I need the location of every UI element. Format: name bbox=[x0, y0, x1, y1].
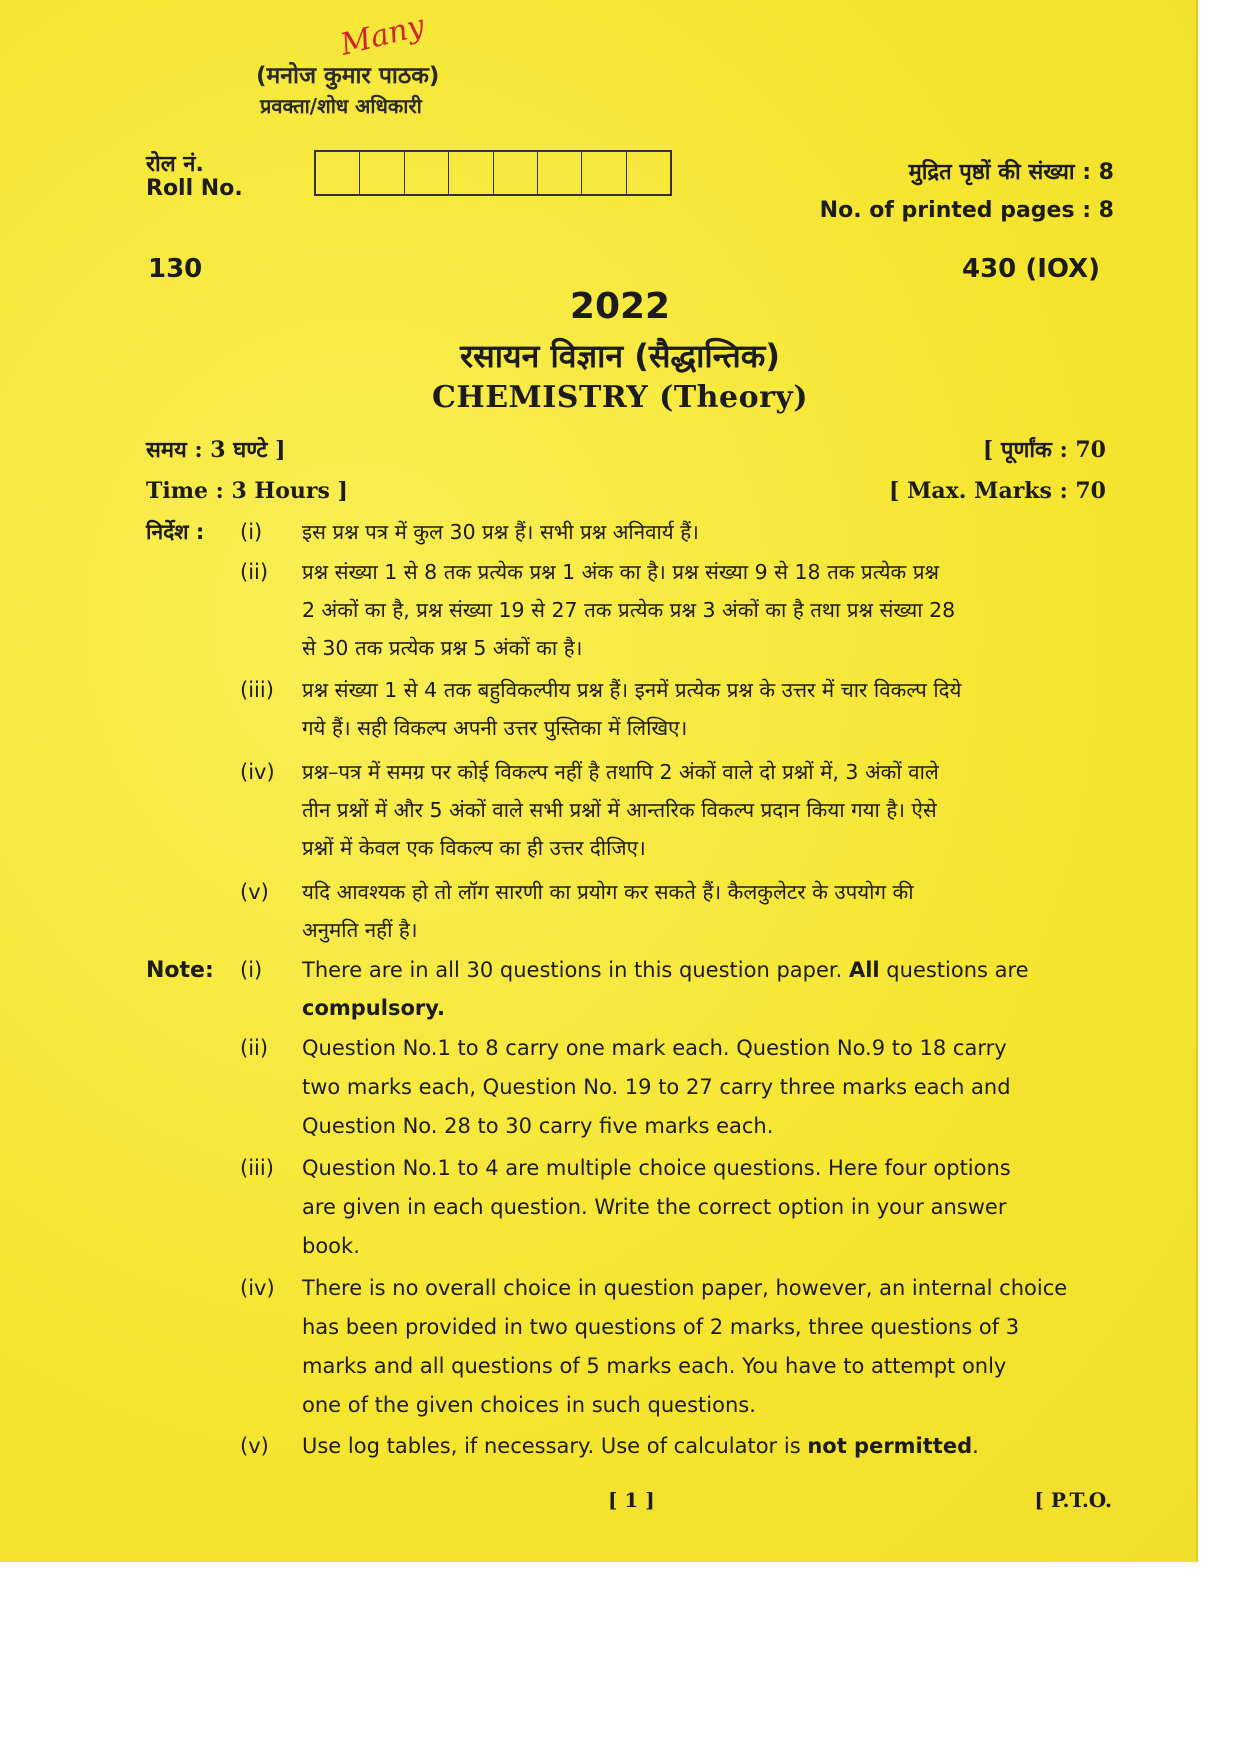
note-en-line: There is no overall choice in question paper, however, an internal choice bbox=[302, 1276, 1068, 1300]
pages-en: No. of printed pages : 8 bbox=[819, 198, 1114, 223]
instr-hi-line: प्रश्न संख्या 1 से 8 तक प्रत्येक प्रश्न 1 अंक का है। प्रश्न संख्या 9 से 18 तक प्रत्येक प्रश्न bbox=[302, 560, 939, 584]
roll-number-boxes[interactable] bbox=[314, 150, 672, 196]
paper-code-left: 130 bbox=[148, 254, 203, 284]
note-en-num: (iv) bbox=[240, 1276, 275, 1300]
instr-hi-num: (ii) bbox=[240, 560, 269, 584]
note-en-line: Question No.1 to 4 are multiple choice questions. Here four options bbox=[302, 1156, 1011, 1180]
roll-box[interactable] bbox=[405, 152, 449, 194]
instr-hi-line: प्रश्नों में केवल एक विकल्प का ही उत्तर दीजिए। bbox=[302, 836, 646, 860]
instr-hi-line: इस प्रश्न पत्र में कुल 30 प्रश्न हैं। सभी प्रश्न अनिवार्य हैं। bbox=[302, 520, 699, 544]
signature: Many bbox=[337, 8, 428, 63]
exam-year: 2022 bbox=[569, 286, 671, 327]
roll-box[interactable] bbox=[360, 152, 404, 194]
instr-hi-line: यदि आवश्यक हो तो लॉग सारणी का प्रयोग कर सकते हैं। कैलकुलेटर के उपयोग की bbox=[302, 880, 914, 904]
instr-hi-line: गये हैं। सही विकल्प अपनी उत्तर पुस्तिका में लिखिए। bbox=[302, 716, 688, 740]
note-en-num: (v) bbox=[240, 1434, 269, 1458]
notes-en-label: Note: bbox=[146, 958, 214, 983]
instr-hi-line: 2 अंकों का है, प्रश्न संख्या 19 से 27 तक प्रत्येक प्रश्न 3 अंकों का है तथा प्रश्न संख्या 28 bbox=[302, 598, 956, 622]
time-hi: समय : 3 घण्टे ] bbox=[146, 437, 286, 463]
note-en-line: There are in all 30 questions in this question paper. All questions are bbox=[302, 958, 1029, 982]
subject-english: CHEMISTRY (Theory) bbox=[431, 380, 809, 415]
note-en-line: compulsory. bbox=[302, 996, 445, 1020]
roll-box[interactable] bbox=[494, 152, 538, 194]
note-en-line: Use log tables, if necessary. Use of calculator is not permitted. bbox=[302, 1434, 979, 1458]
roll-box[interactable] bbox=[316, 152, 360, 194]
marks-en: [ Max. Marks : 70 bbox=[889, 478, 1106, 504]
note-en-line: book. bbox=[302, 1234, 360, 1258]
note-en-line: Question No.1 to 8 carry one mark each. Question No.9 to 18 carry bbox=[302, 1036, 1007, 1060]
time-en: Time : 3 Hours ] bbox=[146, 478, 348, 504]
roll-label-hi: रोल नं. bbox=[146, 152, 204, 177]
paper-code-right: 430 (IOX) bbox=[962, 254, 1100, 284]
instructions-hi-label: निर्देश : bbox=[146, 520, 205, 544]
stamp-designation: प्रवक्ता/शोध अधिकारी bbox=[260, 94, 422, 118]
note-en-line: marks and all questions of 5 marks each. You have to attempt only bbox=[302, 1354, 1007, 1378]
instr-hi-line: से 30 तक प्रत्येक प्रश्न 5 अंकों का है। bbox=[302, 636, 583, 660]
note-en-num: (ii) bbox=[240, 1036, 269, 1060]
instr-hi-num: (i) bbox=[240, 520, 263, 544]
pto-marker: [ P.T.O. bbox=[1034, 1488, 1112, 1512]
note-en-num: (i) bbox=[240, 958, 263, 982]
sheet-edge bbox=[1196, 0, 1198, 1562]
subject-hindi: रसायन विज्ञान (सैद्धान्तिक) bbox=[460, 337, 780, 375]
instr-hi-line: तीन प्रश्नों में और 5 अंकों वाले सभी प्रश्नों में आन्तरिक विकल्प प्रदान किया गया है। ऐसे bbox=[302, 798, 937, 822]
roll-label-en: Roll No. bbox=[146, 176, 243, 201]
instr-hi-line: अनुमति नहीं है। bbox=[302, 918, 418, 942]
note-en-line: are given in each question. Write the correct option in your answer bbox=[302, 1195, 1007, 1219]
note-en-num: (iii) bbox=[240, 1156, 274, 1180]
roll-box[interactable] bbox=[582, 152, 626, 194]
note-en-line: Question No. 28 to 30 carry five marks each. bbox=[302, 1114, 774, 1138]
roll-box[interactable] bbox=[627, 152, 670, 194]
stamp-name: (मनोज कुमार पाठक) bbox=[256, 63, 440, 89]
roll-box[interactable] bbox=[449, 152, 493, 194]
pages-hi: मुद्रित पृष्ठों की संख्या : 8 bbox=[908, 160, 1114, 185]
instr-hi-num: (iii) bbox=[240, 678, 274, 702]
note-en-line: has been provided in two questions of 2 marks, three questions of 3 bbox=[302, 1315, 1020, 1339]
marks-hi: [ पूर्णांक : 70 bbox=[982, 437, 1106, 463]
instr-hi-line: प्रश्न–पत्र में समग्र पर कोई विकल्प नहीं है तथापि 2 अंकों वाले दो प्रश्नों में, 3 अंकों वाले bbox=[302, 760, 939, 784]
page-number: [ 1 ] bbox=[608, 1488, 655, 1512]
note-en-line: one of the given choices in such questions. bbox=[302, 1393, 756, 1417]
roll-box[interactable] bbox=[538, 152, 582, 194]
instr-hi-num: (iv) bbox=[240, 760, 275, 784]
instr-hi-line: प्रश्न संख्या 1 से 4 तक बहुविकल्पीय प्रश्न हैं। इनमें प्रत्येक प्रश्न के उत्तर में चार विकल्प दिये bbox=[302, 678, 962, 702]
instr-hi-num: (v) bbox=[240, 880, 269, 904]
note-en-line: two marks each, Question No. 19 to 27 carry three marks each and bbox=[302, 1075, 1011, 1099]
